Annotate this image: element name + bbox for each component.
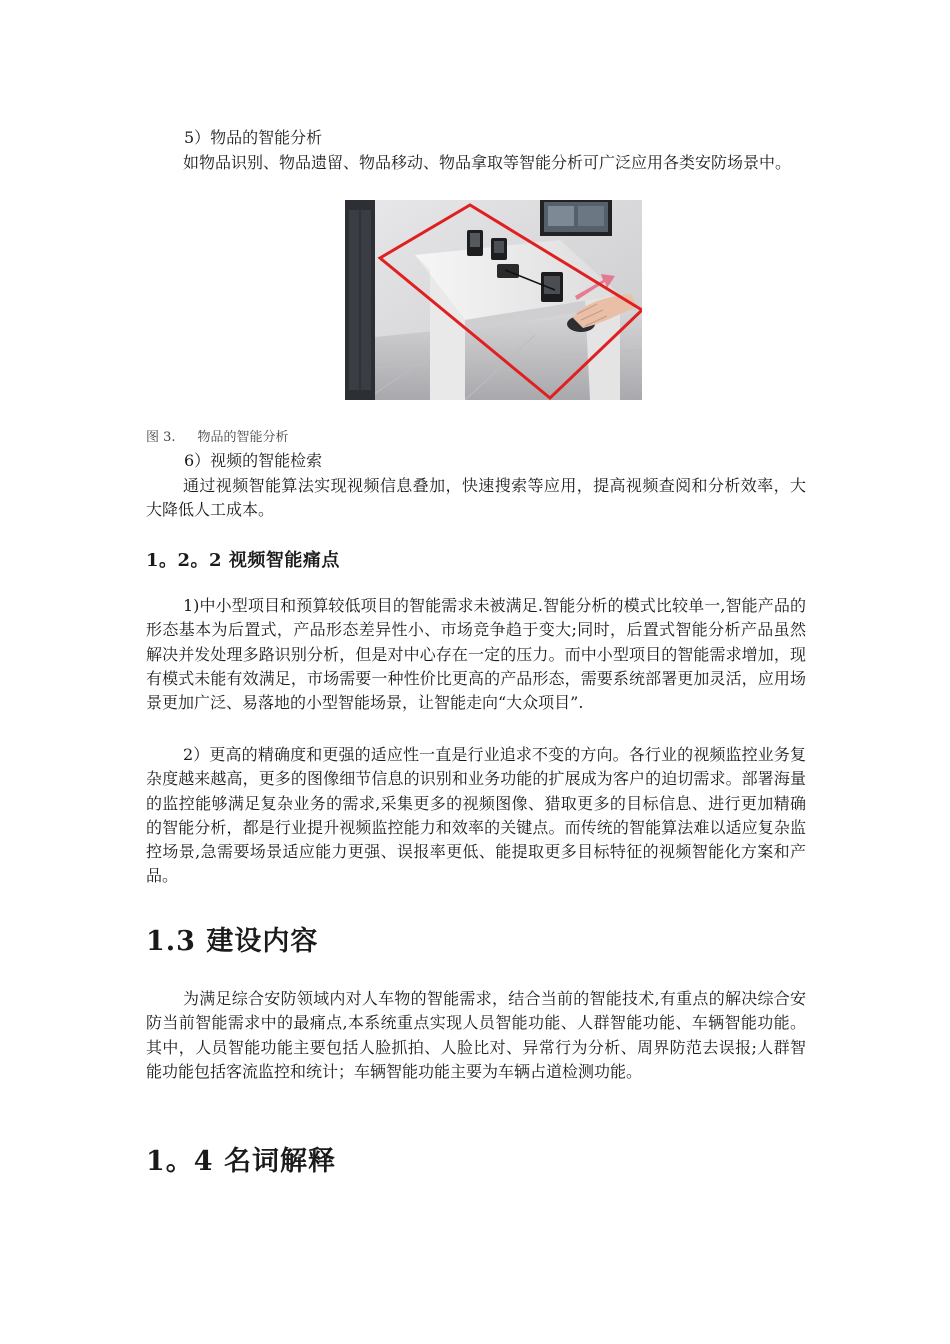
section-6-heading: 6）视频的智能检索	[184, 451, 323, 470]
section-1-4-title: 1。4 名词解释	[146, 1146, 336, 1177]
figure-image	[345, 200, 642, 400]
photo-counter-with-devices-hand-red-box-icon	[345, 200, 642, 400]
section-1-2-2-paragraph-1: 1)中小型项目和预算较低项目的智能需求未被满足.智能分析的模式比较单一,智能产品的形态基本为后置式，产品形态差异性小、市场竞争趋于变大;同时，后置式智能分析产品虽然解决并发处理多路识别分析，但是对中心存在一定的压力。而中小型项目的智能需求增加，现有模式未能有效满足，市场需要一种性价比更高的产品形态，需要系统部署更加灵活，应用场景更加广泛、易落地的小型智能场景，让智能走向“大众项目”.	[146, 596, 806, 713]
section-1-2-2-paragraph-2: 2）更高的精确度和更强的适应性一直是行业追求不变的方向。各行业的视频监控业务复杂度越来越高，更多的图像细节信息的识别和业务功能的扩展成为客户的迫切需求。部署海量的监控能够满足复杂业务的需求,采集更多的视频图像、猎取更多的目标信息、进行更加精确的智能分析，都是行业提升视频监控能力和效率的关键点。而传统的智能算法难以适应复杂监控场景,急需要场景适应能力更强、误报率更低、能提取更多目标特征的视频智能化方案和产品。	[146, 745, 806, 886]
figure-caption-text: 物品的智能分析	[197, 430, 289, 445]
section-5-heading: 5）物品的智能分析	[184, 128, 323, 147]
section-1-2-2-title: 1。2。2 视频智能痛点	[146, 550, 340, 571]
figure-caption	[146, 426, 289, 445]
section-5-body: 如物品识别、物品遗留、物品移动、物品拿取等智能分析可广泛应用各类安防场景中。	[183, 153, 792, 172]
section-1-3-paragraph: 为满足综合安防领域内对人车物的智能需求，结合当前的智能技术,有重点的解决综合安防当前智能需求中的最痛点,本系统重点实现人员智能功能、人群智能功能、车辆智能功能。其中，人员智能功能主要包括人脸抓拍、人脸比对、异常行为分析、周界防范去误报;人群智能功能包括客流监控和统计；车辆智能功能主要为车辆占道检测功能。	[146, 989, 806, 1081]
section-6-body: 通过视频智能算法实现视频信息叠加，快速搜索等应用，提高视频查阅和分析效率，大大降低人工成本。	[146, 476, 806, 520]
section-1-3-title: 1.3 建设内容	[146, 926, 319, 957]
figure-caption-number: 图 3.	[146, 430, 176, 445]
